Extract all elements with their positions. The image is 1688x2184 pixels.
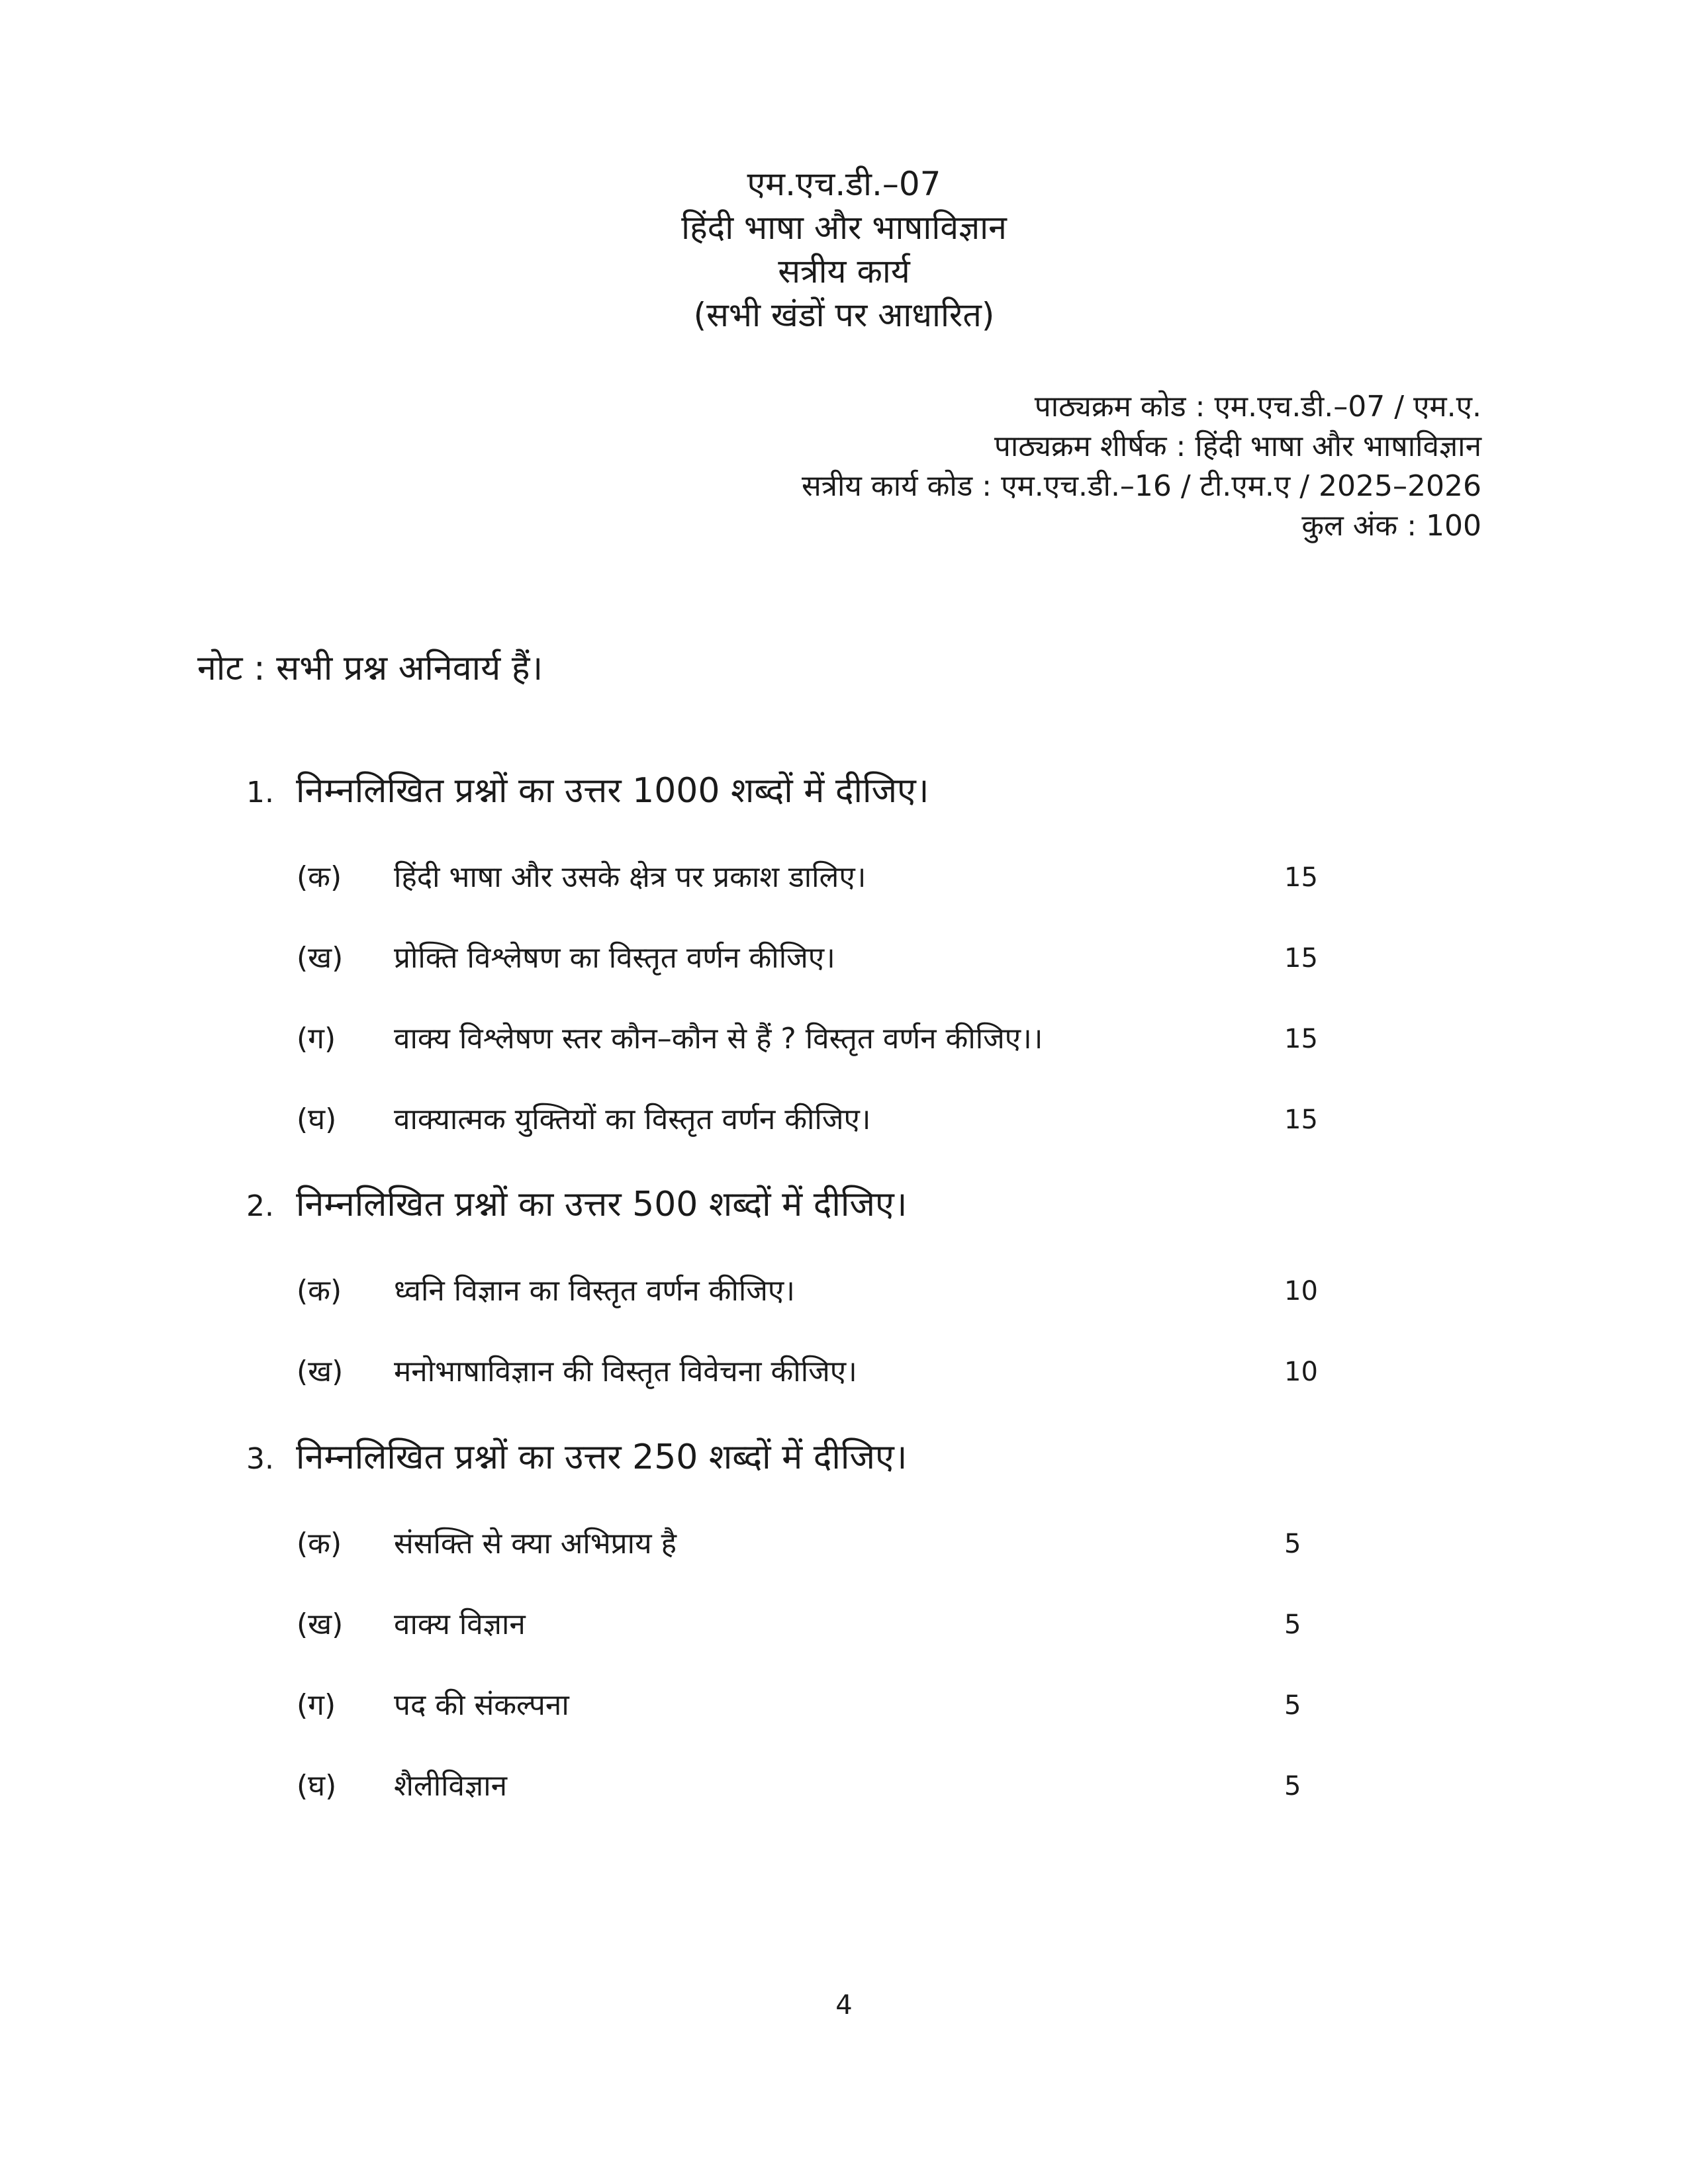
part-marks: 10 [1284,1357,1318,1387]
part-letter: (क) [297,1527,342,1561]
part-letter: (क) [297,860,342,894]
part-marks: 5 [1284,1771,1301,1801]
part-text: प्रोक्ति विश्लेषण का विस्तृत वर्णन कीजिए। [394,941,835,975]
part-letter: (घ) [297,1769,337,1803]
part-letter: (ग) [297,1688,336,1722]
course-code-line: पाठ्यक्रम कोड : एम.एच.डी.–07 / एम.ए. [1034,390,1481,424]
course-meta-block [802,387,1481,546]
question-2-part-b [297,1350,1329,1394]
part-marks: 10 [1284,1276,1318,1306]
part-letter: (ख) [297,1355,344,1388]
part-text: हिंदी भाषा और उसके क्षेत्र पर प्रकाश डालिए। [394,860,867,894]
total-marks-line: कुल अंक : 100 [1301,509,1481,543]
question-number: 2. [246,1189,274,1223]
question-3-part-a [297,1522,1329,1566]
course-title-heading: हिंदी भाषा और भाषाविज्ञान [681,208,1007,247]
part-text: ध्वनि विज्ञान का विस्तृत वर्णन कीजिए। [394,1274,795,1308]
part-marks: 15 [1284,1105,1318,1135]
question-1 [246,768,929,816]
question-2-part-a [297,1269,1329,1313]
question-instruction: निम्नलिखित प्रश्नों का उत्तर 500 शब्दों में दीजिए। [296,1185,908,1224]
part-text: वाक्य विश्लेषण स्तर कौन–कौन से हैं ? विस्तृत वर्णन कीजिए।। [394,1022,1043,1056]
part-text: पद की संकल्पना [394,1688,569,1722]
part-text: शैलीविज्ञान [394,1769,508,1803]
question-instruction: निम्नलिखित प्रश्नों का उत्तर 250 शब्दों में दीजिए। [296,1437,908,1477]
scope-heading: (सभी खंडों पर आधारित) [693,296,995,334]
part-letter: (ग) [297,1022,336,1056]
question-number: 3. [246,1442,274,1476]
part-marks: 15 [1284,862,1318,893]
question-2 [246,1181,907,1230]
question-3 [246,1434,907,1482]
question-instruction: निम्नलिखित प्रश्नों का उत्तर 1000 शब्दों में दीजिए। [296,771,929,811]
question-number: 1. [246,776,274,809]
question-1-part-b [297,936,1329,980]
instructions-note: नोट : सभी प्रश्न अनिवार्य हैं। [197,649,543,688]
course-title-line: पाठ्यक्रम शीर्षक : हिंदी भाषा और भाषाविज्ञान [994,430,1481,463]
part-text: मनोभाषाविज्ञान की विस्तृत विवेचना कीजिए। [394,1355,857,1388]
part-letter: (ख) [297,941,344,975]
question-3-part-d [297,1764,1329,1808]
part-text: वाक्य विज्ञान [394,1608,526,1641]
part-marks: 5 [1284,1610,1301,1640]
question-1-part-a [297,856,1329,899]
part-letter: (ख) [297,1608,344,1641]
part-marks: 5 [1284,1690,1301,1721]
part-text: वाक्यात्मक युक्तियों का विस्तृत वर्णन कीजिए। [394,1103,871,1136]
document-header [0,162,1688,337]
question-3-part-b [297,1603,1329,1647]
part-text: संसक्ति से क्या अभिप्राय है [394,1527,677,1561]
question-3-part-c [297,1684,1329,1727]
page-number: 4 [835,1990,853,2021]
course-code-heading: एम.एच.डी.–07 [747,165,941,203]
question-1-part-c [297,1017,1329,1061]
part-marks: 5 [1284,1529,1301,1559]
part-marks: 15 [1284,943,1318,974]
assignment-code-line: सत्रीय कार्य कोड : एम.एच.डी.–16 / टी.एम.ए / 2025–2026 [801,469,1481,503]
question-1-part-d [297,1098,1329,1142]
part-letter: (क) [297,1274,342,1308]
assignment-label-heading: सत्रीय कार्य [778,252,910,291]
part-letter: (घ) [297,1103,337,1136]
part-marks: 15 [1284,1024,1318,1054]
